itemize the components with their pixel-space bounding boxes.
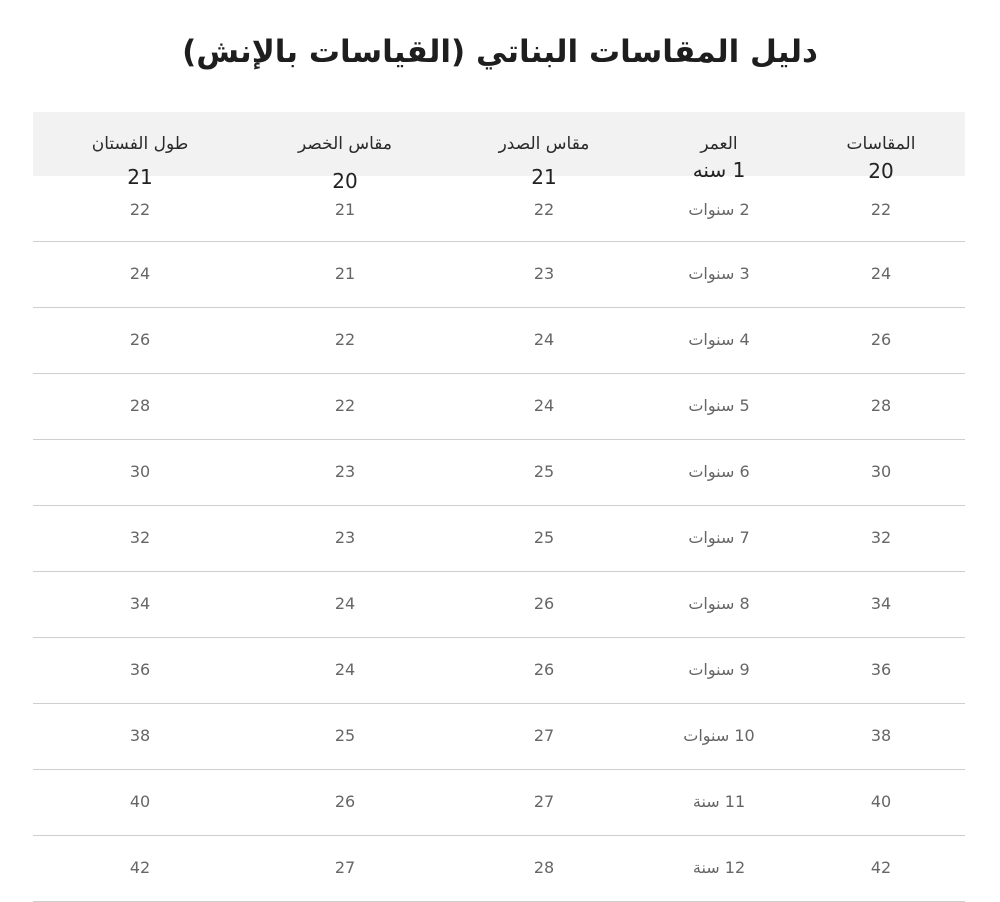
cell-length: 34 (129, 594, 151, 613)
cell-length: 24 (129, 264, 151, 283)
cell-waist: 24 (334, 594, 356, 613)
header-size: المقاسات (846, 134, 916, 154)
cell-chest: 27 (533, 792, 555, 811)
table-row (33, 572, 965, 638)
cell-length: 22 (129, 200, 151, 219)
cell-waist: 27 (334, 858, 356, 877)
cell-waist: 23 (334, 528, 356, 547)
cell-chest: 24 (533, 330, 555, 349)
cell-size: 22 (870, 200, 892, 219)
table-row (33, 374, 965, 440)
cell-size: 34 (870, 594, 892, 613)
table-row (33, 242, 965, 308)
header-length: طول الفستان (91, 134, 189, 154)
cell-length: 26 (129, 330, 151, 349)
table-row (33, 176, 965, 242)
cell-waist: 21 (334, 264, 356, 283)
cell-size: 38 (870, 726, 892, 745)
table-row (33, 506, 965, 572)
cell-size: 24 (870, 264, 892, 283)
cell-size: 36 (870, 660, 892, 679)
cell-length: 40 (129, 792, 151, 811)
cell-age: 6 سنوات (688, 462, 750, 481)
cell-chest: 26 (533, 594, 555, 613)
cell-length: 21 (127, 165, 153, 189)
cell-length: 42 (129, 858, 151, 877)
table-row (33, 836, 965, 902)
cell-chest: 21 (531, 165, 557, 189)
cell-length: 28 (129, 396, 151, 415)
cell-waist: 26 (334, 792, 356, 811)
cell-waist: 22 (334, 396, 356, 415)
cell-waist: 22 (334, 330, 356, 349)
cell-age: 10 سنوات (683, 726, 755, 745)
cell-length: 32 (129, 528, 151, 547)
cell-age: 4 سنوات (688, 330, 750, 349)
header-waist: مقاس الخصر (297, 134, 393, 154)
cell-age: 2 سنوات (688, 200, 750, 219)
table-row (33, 704, 965, 770)
table-body (33, 176, 965, 902)
cell-size: 40 (870, 792, 892, 811)
cell-size: 20 (868, 159, 894, 183)
size-chart-table (33, 112, 965, 902)
cell-waist: 21 (334, 200, 356, 219)
table-row (33, 440, 965, 506)
cell-age: 8 سنوات (688, 594, 750, 613)
header-age: العمر (700, 134, 738, 154)
cell-chest: 25 (533, 528, 555, 547)
cell-waist: 20 (332, 169, 358, 193)
cell-size: 28 (870, 396, 892, 415)
cell-age: 3 سنوات (688, 264, 750, 283)
cell-length: 38 (129, 726, 151, 745)
cell-chest: 28 (533, 858, 555, 877)
table-row (33, 308, 965, 374)
cell-age: 11 سنة (692, 792, 746, 811)
cell-chest: 27 (533, 726, 555, 745)
table-row (33, 770, 965, 836)
cell-age: 5 سنوات (688, 396, 750, 415)
cell-waist: 24 (334, 660, 356, 679)
cell-size: 26 (870, 330, 892, 349)
page-title: دليل المقاسات البناتي (القياسات بالإنش) (182, 34, 818, 70)
cell-age: 12 سنة (692, 858, 746, 877)
cell-waist: 25 (334, 726, 356, 745)
table-header (33, 112, 965, 193)
cell-size: 32 (870, 528, 892, 547)
cell-age: 7 سنوات (688, 528, 750, 547)
cell-length: 30 (129, 462, 151, 481)
cell-chest: 22 (533, 200, 555, 219)
cell-chest: 25 (533, 462, 555, 481)
header-chest: مقاس الصدر (498, 134, 590, 154)
cell-chest: 24 (533, 396, 555, 415)
cell-length: 36 (129, 660, 151, 679)
table-row (33, 638, 965, 704)
cell-chest: 23 (533, 264, 555, 283)
cell-size: 42 (870, 858, 892, 877)
cell-age: 1 سنه (692, 158, 746, 182)
cell-chest: 26 (533, 660, 555, 679)
cell-age: 9 سنوات (688, 660, 750, 679)
cell-waist: 23 (334, 462, 356, 481)
cell-size: 30 (870, 462, 892, 481)
